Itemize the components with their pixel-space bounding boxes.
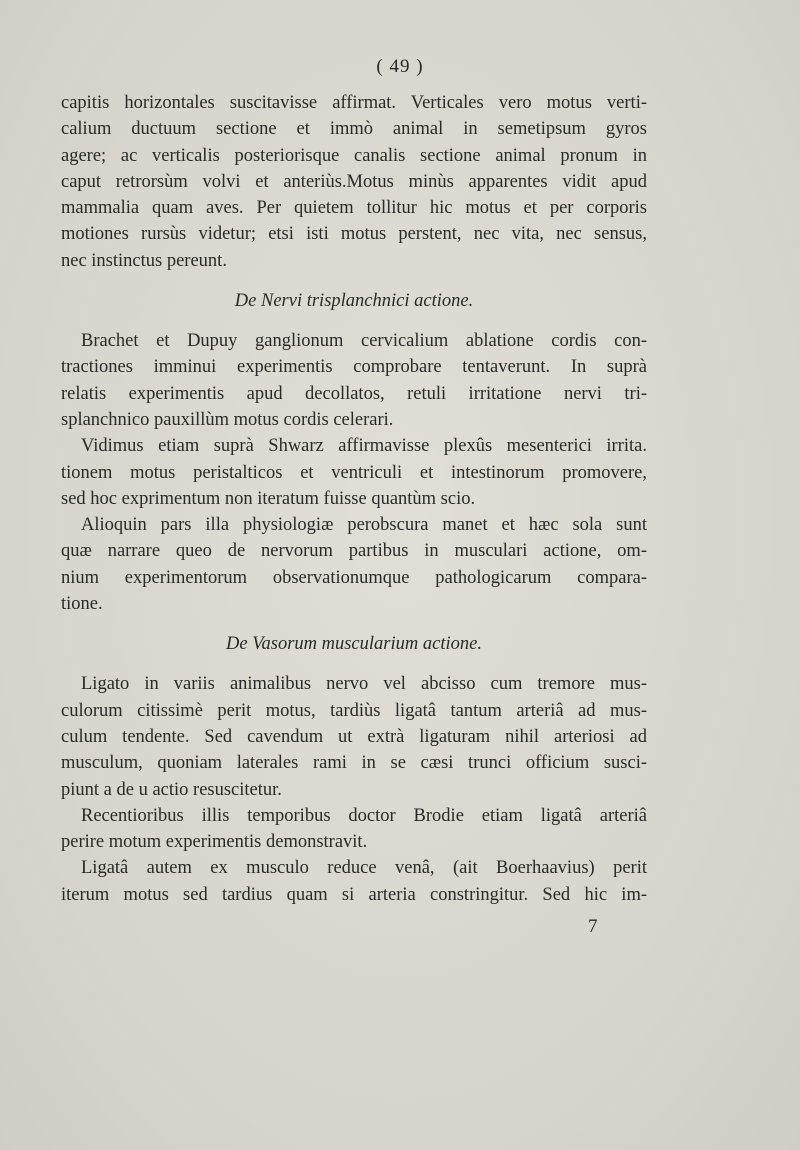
text-line: Ligatâ autem ex musculo reduce venâ, (ait Boerhaavius) perit (81, 858, 647, 879)
text-line: Recentioribus illis temporibus doctor Brodie etiam ligatâ arteriâ (81, 805, 647, 826)
text-line: relatis experimentis apud decollatos, retuli irritatione nervi tri- (61, 383, 647, 404)
text-line: nec instinctus pereunt. (61, 250, 227, 271)
text-column (61, 90, 647, 908)
text-line: Vidimus etiam suprà Shwarz affirmavisse plexûs mesenterici irrita. (81, 436, 647, 457)
text-line: Ligato in variis animalibus nervo vel abcisso cum tremore mus- (81, 674, 647, 695)
text-line: agere; ac verticalis posteriorisque canalis sectione animal pronum in (61, 145, 647, 166)
paragraph-6 (61, 803, 647, 856)
paragraph-3 (61, 433, 647, 512)
text-line: culorum citissimè perit motus, tardiùs ligatâ tantum arteriâ ad mus- (61, 700, 647, 721)
text-line: sed hoc exprimentum non iteratum fuisse quantùm scio. (61, 488, 476, 509)
text-line: calium ductuum sectione et immò animal in semetipsum gyros (61, 119, 647, 140)
text-line: nium experimentorum observationumque pathologicarum compara- (61, 567, 647, 588)
paragraph-4 (61, 512, 647, 617)
text-line: capitis horizontales suscitavisse affirmat. Verticales vero motus verti- (61, 93, 647, 113)
text-line: mammalia quam aves. Per quietem tollitur hic motus et per corporis (61, 198, 647, 219)
text-line: tione. (61, 594, 103, 615)
paragraph-7 (61, 855, 647, 908)
text-line: caput retrorsùm volvi et anteriùs.Motus minùs apparentes vidit apud (61, 171, 647, 192)
paragraph-5 (61, 671, 647, 802)
text-line: Alioquin pars illa physiologiæ perobscura manet et hæc sola sunt (81, 515, 647, 536)
text-line: musculum, quoniam laterales rami in se cæsi trunci officium susci- (61, 753, 647, 774)
text-line: tractiones imminui experimentis comprobare tentaverunt. In suprà (61, 357, 647, 378)
text-line: piunt a de u actio resuscitetur. (61, 779, 282, 800)
text-line: tionem motus peristalticos et ventriculi et intestinorum promovere, (61, 462, 647, 483)
text-line: perire motum experimentis demonstravit. (61, 832, 368, 853)
section-heading-vasorum: De Vasorum muscularium actione. (226, 634, 482, 655)
text-line: motiones rursùs videtur; etsi isti motus perstent, nec vita, nec sensus, (61, 224, 647, 245)
paragraph-2 (61, 328, 647, 433)
text-line: culum tendente. Sed cavendum ut extrà ligaturam nihil arteriosi ad (61, 726, 647, 747)
text-line: quæ narrare queo de nervorum partibus in musculari actione, om- (61, 541, 647, 562)
text-line: Brachet et Dupuy ganglionum cervicalium ablatione cordis con- (81, 331, 647, 352)
text-line: iterum motus sed tardius quam si arteria constringitur. Sed hic im- (61, 884, 647, 905)
text-line: splanchnico pauxillùm motus cordis celerari. (61, 409, 394, 430)
signature-mark: 7 (588, 916, 598, 937)
paragraph-1 (61, 90, 647, 274)
page-number: ( 49 ) (376, 56, 424, 77)
section-heading-nervi: De Nervi trisplanchnici actione. (234, 291, 474, 312)
